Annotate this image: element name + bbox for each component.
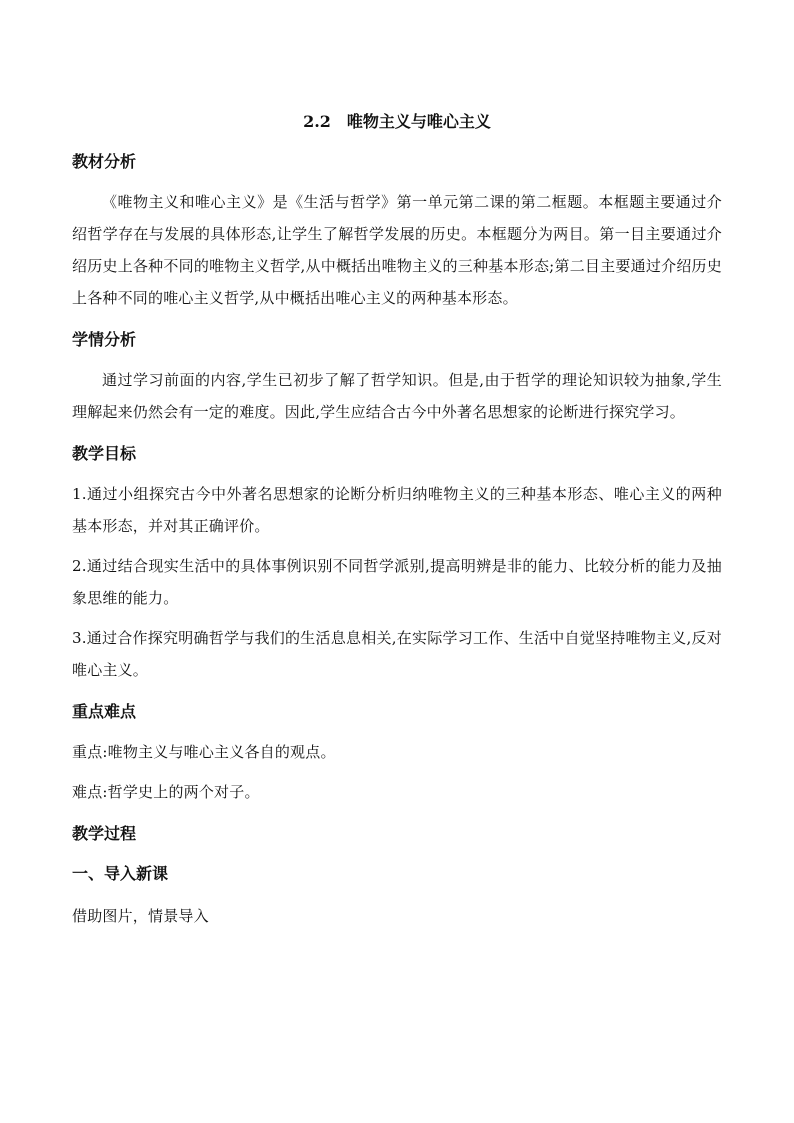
goal-item-1: 1.通过小组探究古今中外著名思想家的论断分析归纳唯物主义的三种基本形态、唯心主义的两种基本形态，并对其正确评价。 bbox=[72, 485, 722, 535]
document-title: 2.2 唯物主义与唯心主义 bbox=[303, 112, 491, 131]
paragraph-introduction: 借助图片，情景导入 bbox=[72, 907, 209, 925]
goal-item-3: 3.通过合作探究明确哲学与我们的生活息息相关,在实际学习工作、生活中自觉坚持唯物主义,反对唯心主义。 bbox=[72, 629, 722, 679]
document-content bbox=[72, 108, 722, 932]
key-point: 重点:唯物主义与唯心主义各自的观点。 bbox=[72, 743, 336, 761]
goal-item-2: 2.通过结合现实生活中的具体事例识别不同哲学派别,提高明辨是非的能力、比较分析的能力及抽象思维的能力。 bbox=[72, 557, 722, 607]
paragraph-student-analysis: 通过学习前面的内容,学生已初步了解了哲学知识。但是,由于哲学的理论知识较为抽象,学生理解起来仍然会有一定的难度。因此,学生应结合古今中外著名思想家的论断进行探究学习。 bbox=[72, 371, 722, 421]
heading-student-analysis: 学情分析 bbox=[72, 330, 137, 349]
heading-teaching-goals: 教学目标 bbox=[72, 444, 137, 463]
paragraph-textbook-analysis: 《唯物主义和唯心主义》是《生活与哲学》第一单元第二课的第二框题。本框题主要通过介绍哲学存在与发展的具体形态,让学生了解哲学发展的历史。本框题分为两目。第一目主要通过介绍历史上各种不同的唯物主义哲学,从中概括出唯物主义的三种基本形态;第二目主要通过介绍历史上各种不同的唯心主义哲学,从中概括出唯心主义的两种基本形态。 bbox=[72, 193, 722, 307]
heading-teaching-process: 教学过程 bbox=[72, 824, 137, 843]
heading-textbook-analysis: 教材分析 bbox=[72, 152, 137, 171]
heading-key-points: 重点难点 bbox=[72, 702, 137, 721]
subheading-introduction: 一、导入新课 bbox=[72, 864, 169, 883]
difficult-point: 难点:哲学史上的两个对子。 bbox=[72, 783, 260, 801]
